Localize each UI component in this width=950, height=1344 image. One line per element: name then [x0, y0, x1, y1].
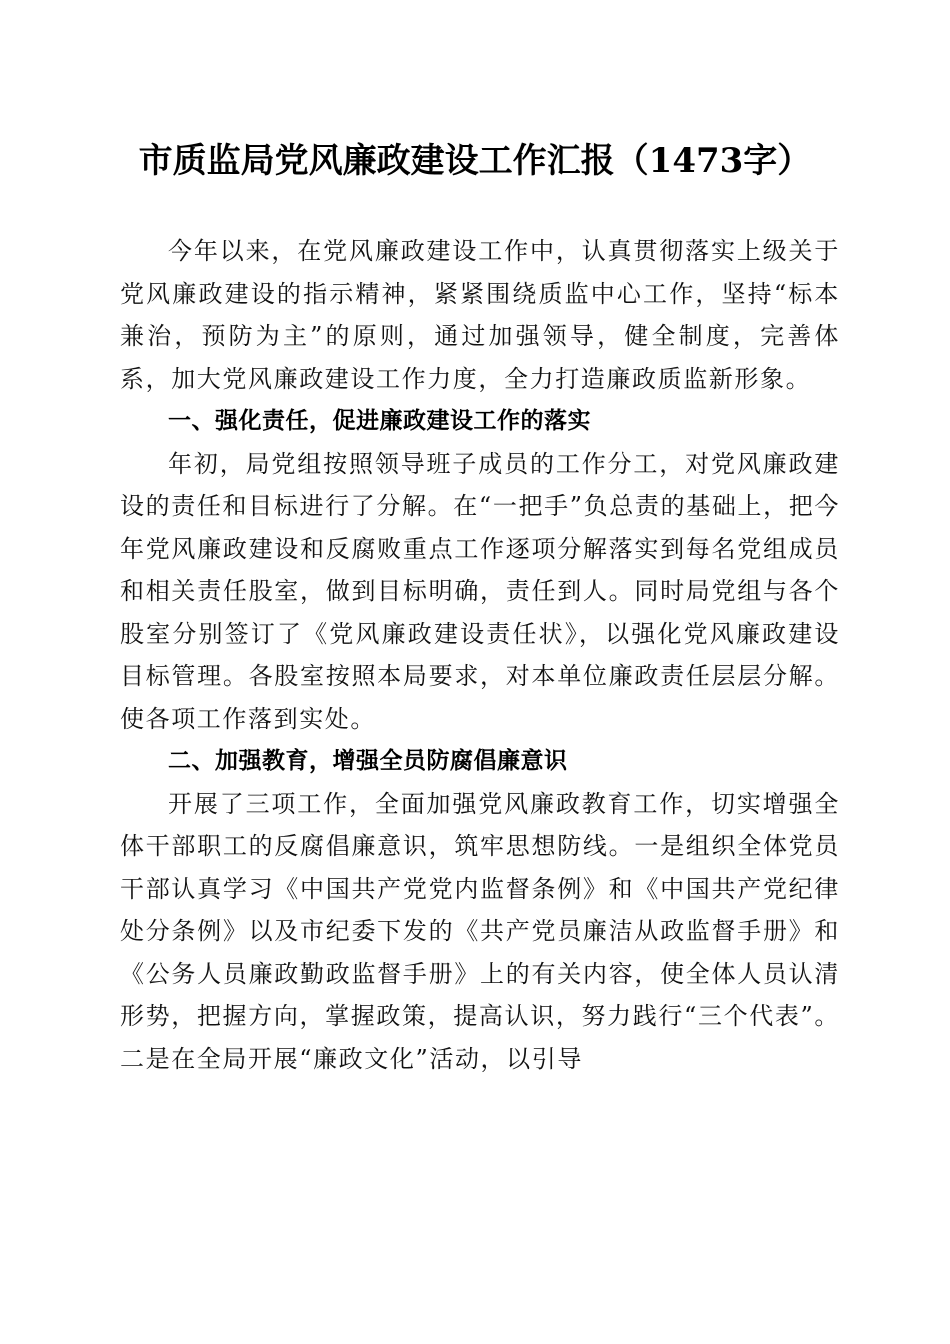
section-1-paragraph: 年初，局党组按照领导班子成员的工作分工，对党风廉政建设的责任和目标进行了分解。在“一把手”负总责的基础上，把今年党风廉政建设和反腐败重点工作逐项分解落实到每名党组成员和相关责任股室，做到目标明确，责任到人。同时局党组与各个股室分别签订了《党风廉政建设责任状》，以强化党风廉政建设目标管理。各股室按照本局要求，对本单位廉政责任层层分解。使各项工作落到实处。 — [120, 449, 840, 733]
section-2-paragraph: 开展了三项工作，全面加强党风廉政教育工作，切实增强全体干部职工的反腐倡廉意识，筑牢思想防线。一是组织全体党员干部认真学习《中国共产党党内监督条例》和《中国共产党纪律处分条例》以及市纪委下发的《共产党员廉洁从政监督手册》和《公务人员廉政勤政监督手册》上的有关内容，使全体人员认清形势，把握方向，掌握政策，提高认识，努力践行“三个代表”。二是在全局开展“廉政文化”活动，以引导 — [120, 789, 840, 1073]
section-1 — [120, 400, 840, 740]
section-2 — [120, 740, 840, 1080]
document-title: 市质监局党风廉政建设工作汇报（1473字） — [138, 141, 812, 181]
intro-paragraph: 今年以来，在党风廉政建设工作中，认真贯彻落实上级关于党风廉政建设的指示精神，紧紧围绕质监中心工作，坚持“标本兼治，预防为主”的原则，通过加强领导，健全制度，完善体系，加大党风廉政建设工作力度，全力打造廉政质监新形象。 — [120, 237, 840, 393]
section-2-heading: 二、加强教育，增强全员防腐倡廉意识 — [168, 748, 568, 774]
section-1-heading: 一、强化责任，促进廉政建设工作的落实 — [168, 408, 591, 434]
document-body — [120, 230, 840, 1080]
